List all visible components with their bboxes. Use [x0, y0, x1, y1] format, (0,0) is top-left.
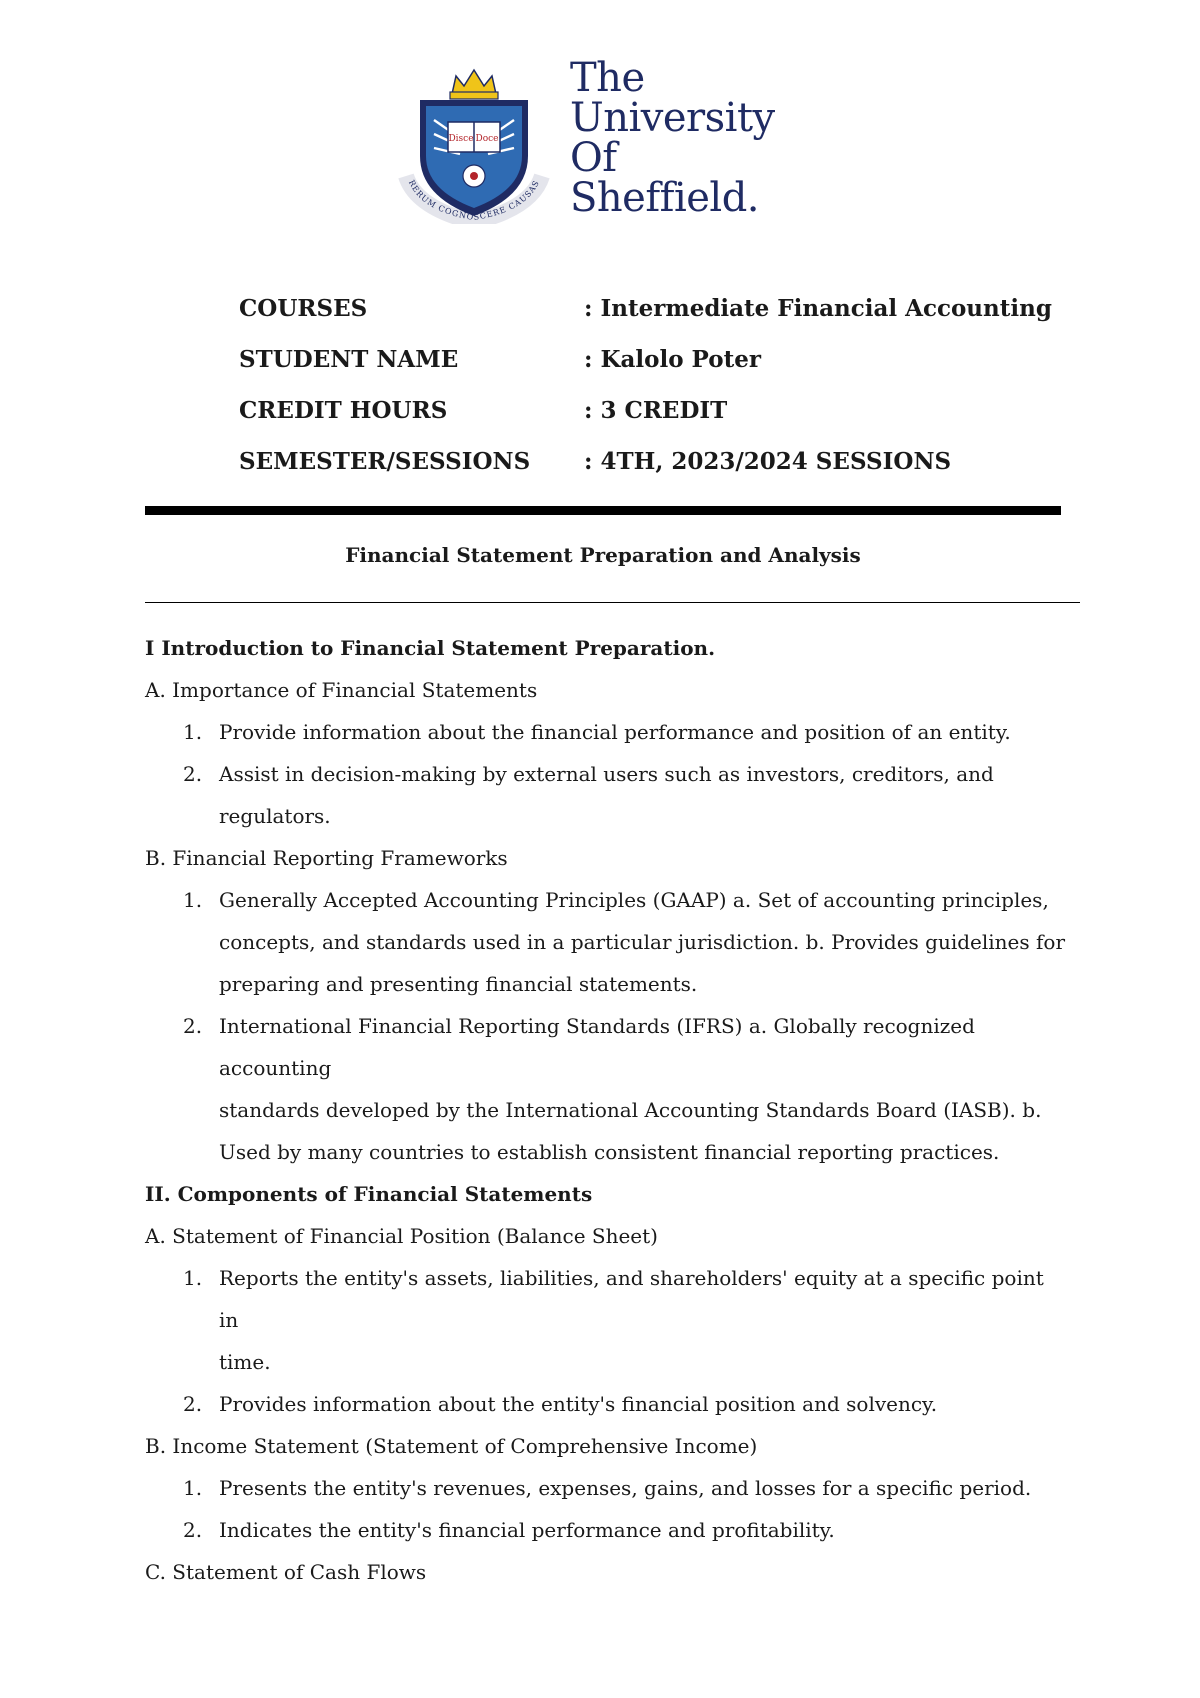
wordmark-line-2: University: [570, 95, 775, 141]
subsection-1a: A. Importance of Financial Statements: [145, 678, 538, 702]
list-text: time.: [219, 1350, 271, 1374]
list-text: Presents the entity's revenues, expenses, gains, and losses for a specific period.: [219, 1476, 1032, 1500]
list-item: [145, 879, 1065, 1005]
university-logo: [398, 55, 778, 224]
list-number: 2.: [183, 1392, 203, 1416]
wordmark-line-3: Of: [570, 135, 617, 181]
list-item: [145, 1509, 1065, 1551]
thick-divider: [145, 506, 1061, 515]
info-value: : 4TH, 2023/2024 SESSIONS: [584, 448, 952, 475]
list-number: 1.: [183, 1476, 203, 1500]
list-item: [145, 1467, 1065, 1509]
outline-body: [145, 627, 1065, 1593]
list-item: [145, 711, 1065, 753]
list-number: 2.: [183, 762, 203, 786]
list-item: [145, 753, 1065, 837]
subsection-2c: C. Statement of Cash Flows: [145, 1560, 427, 1584]
list-text: Used by many countries to establish consistent financial reporting practices.: [219, 1140, 1000, 1164]
list-item: [145, 1005, 1065, 1173]
info-label: SEMESTER/SESSIONS: [239, 448, 531, 475]
list-text: Provides information about the entity's financial position and solvency.: [219, 1392, 938, 1416]
crest-book-right-text: Doce: [475, 134, 499, 144]
document-title: Financial Statement Preparation and Analysis: [345, 543, 861, 567]
thin-divider: [145, 602, 1080, 603]
info-row-student-name: [239, 346, 1069, 397]
list-text: International Financial Reporting Standards (IFRS) a. Globally recognized accounting: [219, 1014, 975, 1080]
list-text: standards developed by the International Accounting Standards Board (IASB). b.: [219, 1098, 1042, 1122]
crest-motto: RERUM COGNOSCERE CAUSAS: [406, 178, 542, 223]
info-value: : Intermediate Financial Accounting: [584, 295, 1052, 322]
list-number: 1.: [183, 888, 203, 912]
list-text: Assist in decision-making by external users such as investors, creditors, and: [219, 762, 994, 786]
wordmark-line-4: Sheffield.: [570, 175, 760, 221]
list-text: Reports the entity's assets, liabilities, and shareholders' equity at a specific point in: [219, 1266, 1044, 1332]
list-number: 1.: [183, 720, 203, 744]
list-text: Indicates the entity's financial performance and profitability.: [219, 1518, 835, 1542]
list-number: 2.: [183, 1014, 203, 1038]
info-label: STUDENT NAME: [239, 346, 459, 373]
info-row-semester: [239, 448, 1069, 499]
list-text: regulators.: [219, 804, 331, 828]
list-item: [145, 1383, 1065, 1425]
info-value: : Kalolo Poter: [584, 346, 761, 373]
section-heading-1: I Introduction to Financial Statement Preparation.: [145, 636, 716, 660]
info-label: CREDIT HOURS: [239, 397, 448, 424]
list-number: 1.: [183, 1266, 203, 1290]
crest-book-left-text: Disce: [448, 134, 474, 144]
list-text: Provide information about the financial performance and position of an entity.: [219, 720, 1011, 744]
subsection-1b: B. Financial Reporting Frameworks: [145, 846, 508, 870]
university-crest-icon: [398, 58, 550, 224]
list-text: Generally Accepted Accounting Principles (GAAP) a. Set of accounting principles,: [219, 888, 1049, 912]
list-text: concepts, and standards used in a particular jurisdiction. b. Provides guidelines for: [219, 930, 1066, 954]
info-row-credit-hours: [239, 397, 1069, 448]
info-value: : 3 CREDIT: [584, 397, 728, 424]
subsection-2b: B. Income Statement (Statement of Comprehensive Income): [145, 1434, 758, 1458]
university-wordmark: [570, 55, 775, 221]
list-item: [145, 1257, 1065, 1383]
list-number: 2.: [183, 1518, 203, 1542]
wordmark-line-1: The: [570, 55, 645, 101]
info-label: COURSES: [239, 295, 368, 322]
list-text: preparing and presenting financial statements.: [219, 972, 698, 996]
course-info: [239, 295, 1069, 499]
info-row-courses: [239, 295, 1069, 346]
subsection-2a: A. Statement of Financial Position (Balance Sheet): [145, 1224, 658, 1248]
section-heading-2: II. Components of Financial Statements: [145, 1182, 593, 1206]
